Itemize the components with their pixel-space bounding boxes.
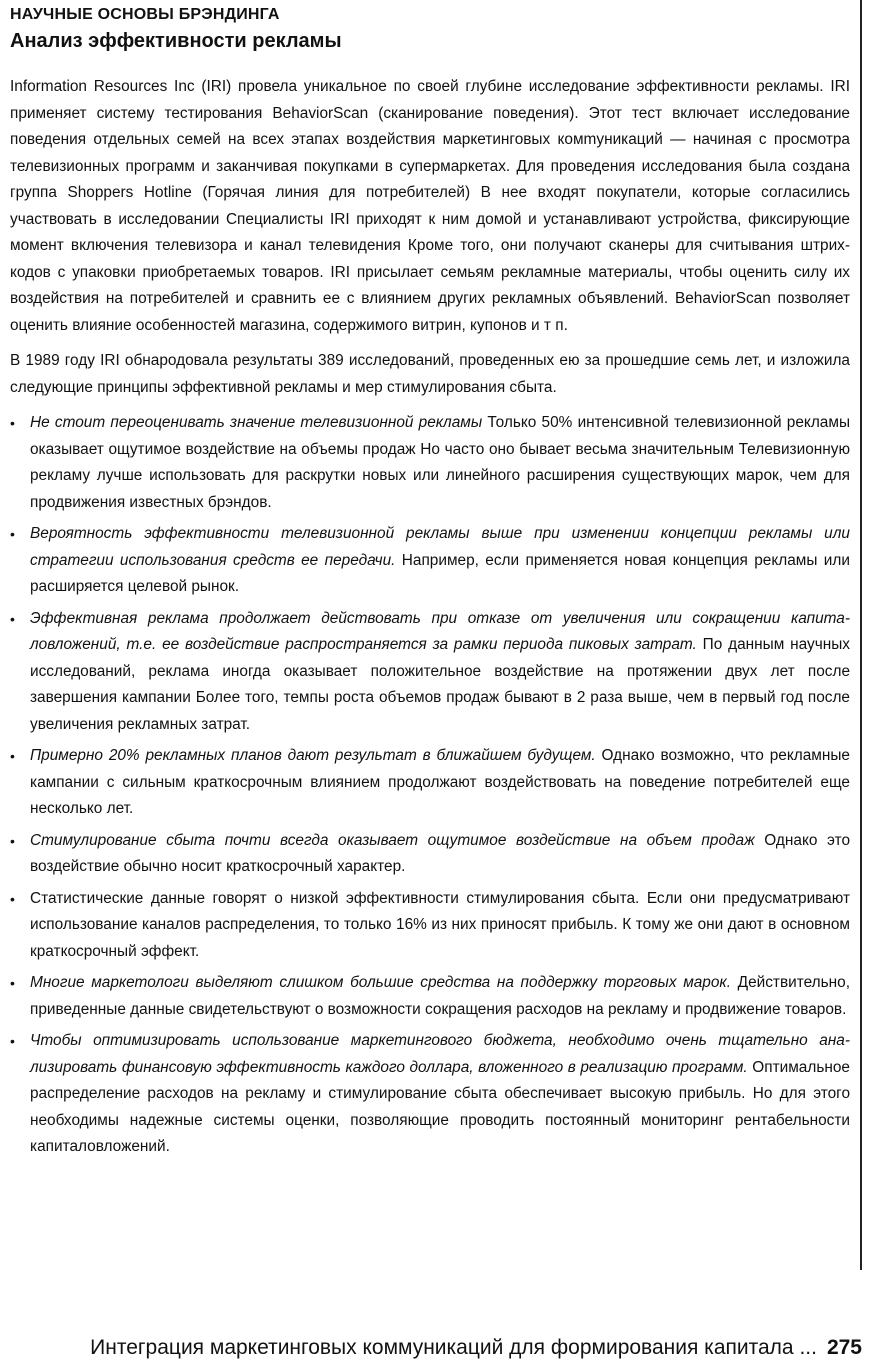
bullet-icon: • — [10, 890, 15, 907]
bullet-icon: • — [10, 1033, 15, 1049]
margin-rule — [860, 0, 862, 1270]
body-text — [10, 74, 850, 1166]
bullet-icon: • — [10, 832, 15, 849]
bullet-lead: Вероятность эффективности телевизионной рекламы выше при изменении концепции рекламы или стратегии использования средств ее передачи. — [30, 525, 850, 569]
list-item — [10, 410, 850, 516]
page-number: 275 — [826, 1336, 862, 1359]
section-kicker: НАУЧНЫЕ ОСНОВЫ БРЭНДИНГА — [10, 6, 280, 23]
list-item — [10, 1028, 850, 1161]
bullet-text: Только 50% интенсивной телевизионной рекламы оказывает ощутимое воздействие на объемы продаж Но часто оно бывает весьма значительным Телевизионную рекламу лучше использовать для раскрутки новых или линейного расширения существующих марок, чем для продвижения известных брэндов. — [30, 414, 850, 511]
bullet-lead: Чтобы оптимизировать использование маркетингового бюджета, необходимо очень тщательно анализировать финансовую эффективность каждого доллара, вложенного в реализацию программ. — [30, 1032, 850, 1076]
list-item — [10, 743, 850, 823]
bullet-icon: • — [10, 610, 15, 627]
bullet-text: Статистические данные говорят о низкой эффективности стимулирования сбыта. Если они предусматривают использование каналов распределения, то только 16% из них приносят прибыль. К тому же они дают в основном краткосрочный эффект. — [30, 889, 850, 960]
section-header — [10, 4, 850, 56]
bullet-lead: Многие маркетологи выделяют слишком большие средства на поддержку торговых марок. — [30, 974, 731, 991]
principles-list — [10, 410, 850, 1161]
bullet-text: Однако это воздействие обычно носит краткосрочный характер. — [30, 831, 851, 875]
bullet-lead: Примерно 20% рекламных планов дают результат в ближайшем будущем. — [30, 747, 596, 764]
bullet-text: Оптимальное распределение расходов на рекламу и стимулирование сбыта обеспечивает высокую прибыль. Но для этого необходимы надежные системы оценки, позволяющие проводить постоянный мониторинг рентабельности капиталовложений. — [30, 1058, 850, 1155]
list-item — [10, 886, 850, 966]
running-title: Интеграция маркетинговых коммуникаций для формирования капитала ... — [90, 1336, 817, 1359]
section-title: Анализ эффективности рекламы — [10, 30, 342, 52]
bullet-lead: Эффективная реклама продолжает действовать при отказе от увеличения или сокращении капиталовложений, т.е. ее воздействие распространяется за рамки периода пиковых затрат. — [30, 609, 850, 653]
bullet-lead: Не стоит переоценивать значение телевизионной рекламы — [30, 414, 483, 431]
bullet-text: Однако возможно, что рекламные кампании с сильным краткосрочным влиянием продолжают воздействовать на поведение потребителей еще несколько лет. — [30, 747, 850, 817]
page-footer — [80, 1334, 862, 1362]
bullet-icon: • — [10, 748, 15, 764]
bullet-icon: • — [10, 975, 15, 991]
list-item — [10, 970, 850, 1023]
intro-paragraph: Information Resources Inc (IRI) провела уникальное по своей глубине исследование эффективности рекламы. IRI применяет систему тестирования BehaviorScan (сканирование поведения). Этот тест включает исследование поведения отдельных семей на всех этапах воздействия маркетинговых комmуникаций — начиная с просмотра телевизионных программ и заканчивая покупками в супермаркетах. Для проведения исследования была создана группа Shoppers Hotline (Горячая линия для потребителей) В нее входят покупатели, которые согласились участвовать в исследовании Специалисты IRI приходят к ним домой и устанавливают устройства, фиксирующие момент включения телевизора и канал телевидения Кроме того, они получают сканеры для считывания штрих-кодов с упаковки приобретаемых товаров. IRI присылает семьям рекламные материалы, чтобы оценить силу их воздействия на потребителей и сравнить ее с влиянием других рекламных объявлений. BehaviorScan позволяет оценить влияние особенностей магазина, содержимого витрин, купонов и т п. — [10, 78, 850, 334]
bullet-lead: Стимулирование сбыта почти всегда оказывает ощутимое воздействие на объем продаж — [30, 831, 755, 849]
list-item — [10, 521, 850, 601]
bullet-icon: • — [10, 415, 15, 431]
bullet-text: По данным научных исследований, реклама иногда оказывает положительное воздействие на протяжении двух лет после завершения кампании Более того, темпы роста объемов продаж бывают в 2 раза выше, чем в первый год после увеличения рекламных затрат. — [30, 636, 850, 733]
list-item — [10, 606, 850, 739]
bullet-text: Действительно, приведенные данные свидетельствуют о возможности сокращения расходов на рекламу и продвижение товаров. — [30, 974, 850, 1018]
bullet-icon: • — [10, 526, 15, 542]
list-item — [10, 828, 850, 881]
bullet-text: Например, если применяется новая концепция рекламы или расширяется целевой рынок. — [30, 551, 850, 595]
summary-paragraph: В 1989 году IRI обнародовала результаты 389 исследований, проведенных ею за прошедшие семь лет, и изложила следующие принципы эффективной рекламы и мер стимулирования сбыта. — [10, 352, 850, 396]
